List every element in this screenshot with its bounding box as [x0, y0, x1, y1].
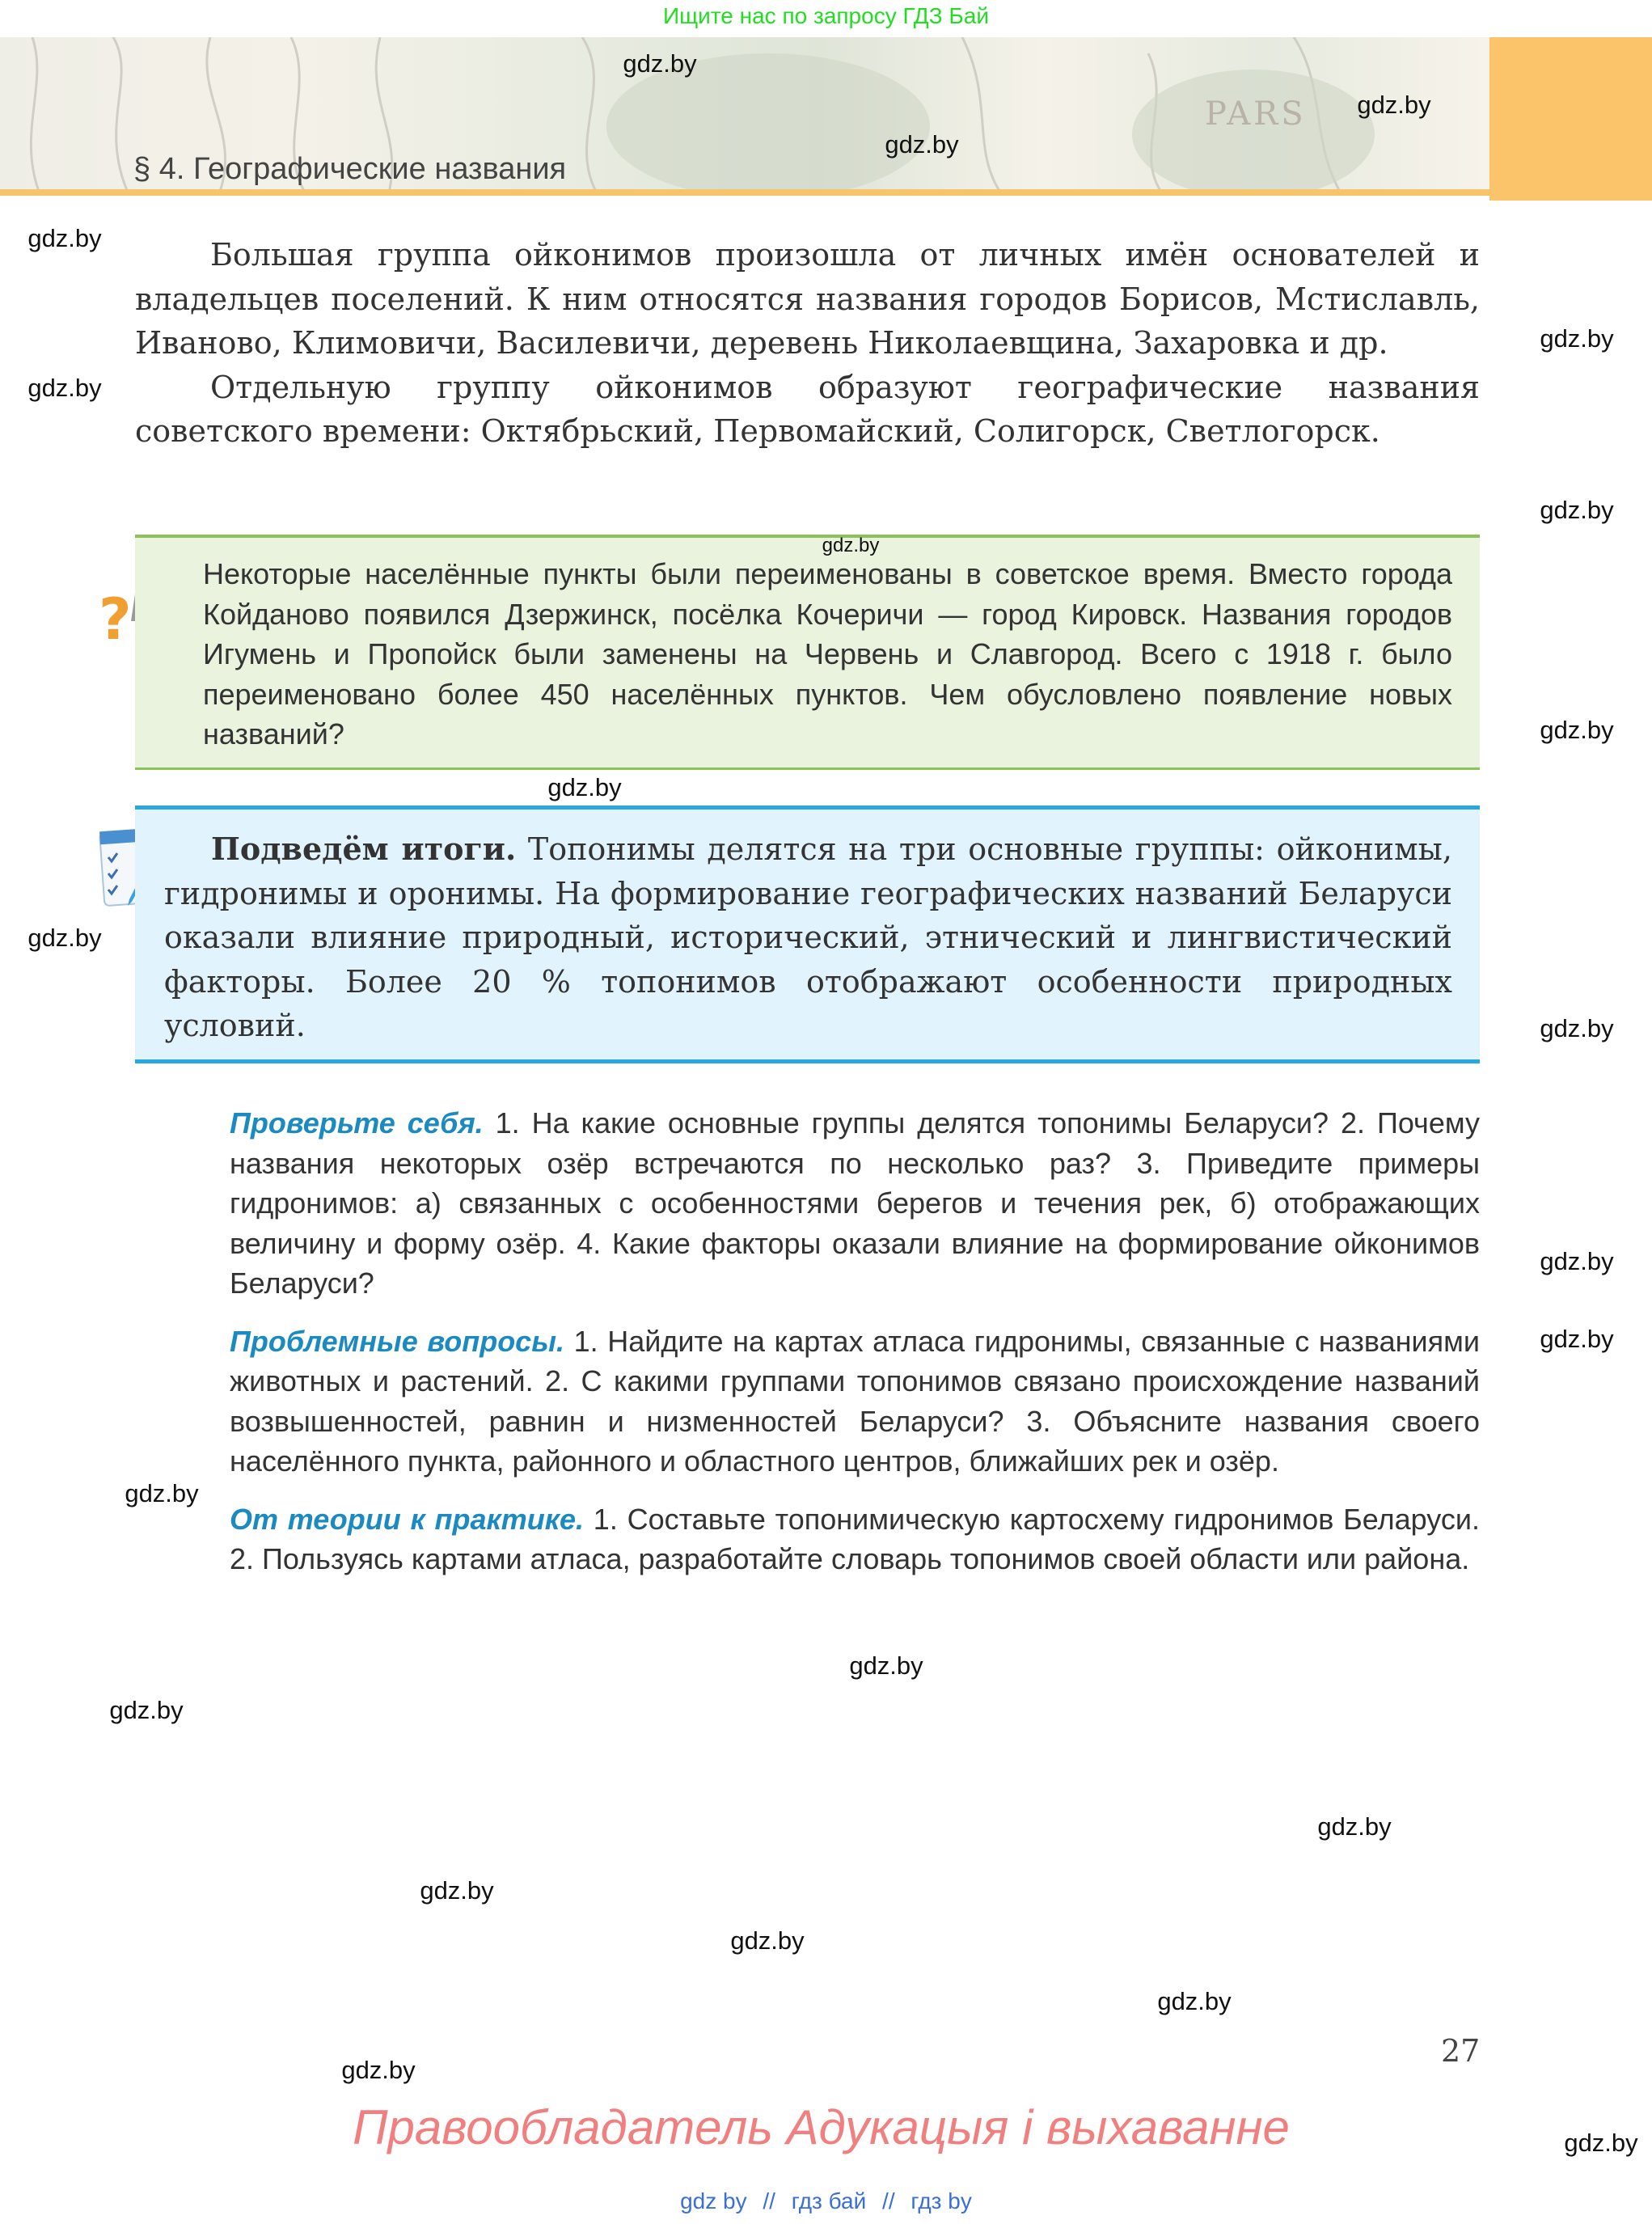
question-heading: Проблемные вопросы.	[230, 1324, 564, 1358]
watermark: gdz.by	[27, 924, 102, 952]
summary-box	[135, 805, 1480, 1063]
watermark: gdz.by	[1540, 716, 1614, 744]
watermark: gdz.by	[1157, 1987, 1232, 2015]
watermark: gdz.by	[623, 49, 697, 78]
watermark: gdz.by	[1540, 1325, 1614, 1353]
link-gdz-by-2[interactable]: гдз by	[911, 2188, 972, 2213]
watermark: gdz.by	[1357, 91, 1431, 119]
link-gdz-by[interactable]: gdz by	[680, 2188, 747, 2213]
questions-check-yourself	[230, 1103, 1480, 1304]
page-number: 27	[1441, 2033, 1481, 2069]
watermark: gdz.by	[730, 1926, 805, 1955]
watermark: gdz.by	[1540, 1247, 1614, 1275]
watermark: gdz.by	[1540, 1014, 1614, 1042]
separator: //	[882, 2188, 895, 2213]
rights-holder	[0, 2099, 1652, 2155]
watermark: gdz.by	[1540, 324, 1614, 353]
question-text: 1. На какие основные группы делятся топонимы Беларуси? 2. Почему названия некоторых озёр встречаются по несколько раз? 3. Приведите примеры гидронимов: а) связанных с особенностями берегов и течения рек, б) отображающих величину и форму озёр. 4. Какие факторы оказали влияние на формирование ойконимов Беларуси?	[230, 1106, 1480, 1300]
question-heading: Проверьте себя.	[230, 1106, 484, 1139]
questions-problem	[230, 1321, 1480, 1482]
watermark: gdz.by	[109, 1696, 184, 1724]
watermark: gdz.by	[849, 1651, 923, 1680]
question-heading: От теории к практике.	[230, 1502, 585, 1536]
main-text	[135, 233, 1480, 454]
chapter-title: § 4. Географические названия	[133, 152, 567, 186]
watermark: gdz.by	[547, 773, 622, 801]
map-label: PARS	[1205, 95, 1307, 133]
watermark: gdz.by	[420, 1876, 494, 1905]
questions-section	[230, 1103, 1480, 1597]
watermark: gdz.by	[1540, 496, 1614, 524]
link-gdz-bai[interactable]: гдз бай	[791, 2188, 867, 2213]
questions-practice	[230, 1499, 1480, 1579]
watermark: gdz.by	[1564, 2129, 1638, 2157]
watermark: gdz.by	[885, 130, 959, 159]
summary-heading: Подведём итоги.	[211, 831, 517, 867]
info-box-text: Некоторые населённые пункты были переименованы в советское время. Вместо города Койданово появился Дзержинск, посёлка Кочеричи — город Кировск. Названия городов Игумень и Пропойск были заменены на Червень и Славгород. Всего с 1918 г. было переименовано более 450 населённых пунктов. Чем обусловлено появление новых названий?	[203, 557, 1452, 750]
rights-holder-text: Правообладатель Адукацыя і выхаванне	[353, 2100, 1290, 2154]
separator: //	[763, 2188, 775, 2213]
watermark: gdz.by	[341, 2056, 416, 2084]
summary-body: Топонимы делятся на три основные группы: ойконимы, гидронимы и оронимы. На формирование географических названий Беларуси оказали влияние природный, исторический, этнический и лингвистический факторы. Более 20 % топонимов отображают особенности природных условий.	[164, 831, 1452, 1043]
summary-text	[164, 827, 1452, 1048]
paragraph: Большая группа ойконимов произошла от личных имён основателей и владельцев поселений. К ним относятся названия городов Борисов, Мстиславль, Иваново, Климовичи, Василевичи, деревень Николаевщина, Захаровка и др.	[135, 237, 1480, 361]
watermark: gdz.by	[125, 1479, 199, 1507]
paragraph: Отдельную группу ойконимов образуют географические названия советского времени: Октябрьский, Первомайский, Солигорск, Светлогорск.	[135, 369, 1480, 449]
search-hint: Ищите нас по запросу ГДЗ Бай	[662, 3, 990, 28]
header-underline	[0, 189, 1489, 196]
svg-text:?: ?	[99, 586, 132, 653]
info-box-renamed-settlements	[135, 535, 1480, 770]
bottom-links	[0, 2188, 1652, 2214]
watermark: gdz.by	[1317, 1812, 1392, 1841]
watermark: gdz.by	[822, 535, 880, 556]
header-accent-block	[1489, 37, 1652, 201]
watermark: gdz.by	[27, 374, 102, 402]
chapter-header-banner	[0, 37, 1489, 196]
question-text: 1. Найдите на картах атласа гидронимы, связанные с названиями животных и растений. 2. С какими группами топонимов связано происхождение названий возвышенностей, равнин и низменностей Беларуси? 3. Объясните названия своего населённого пункта, районного и областного центров, ближайших рек и озёр.	[230, 1324, 1480, 1478]
question-text: 1. Составьте топонимическую картосхему гидронимов Беларуси. 2. Пользуясь картами атласа, разработайте словарь топонимов своей области или района.	[230, 1502, 1480, 1575]
watermark: gdz.by	[27, 224, 102, 252]
